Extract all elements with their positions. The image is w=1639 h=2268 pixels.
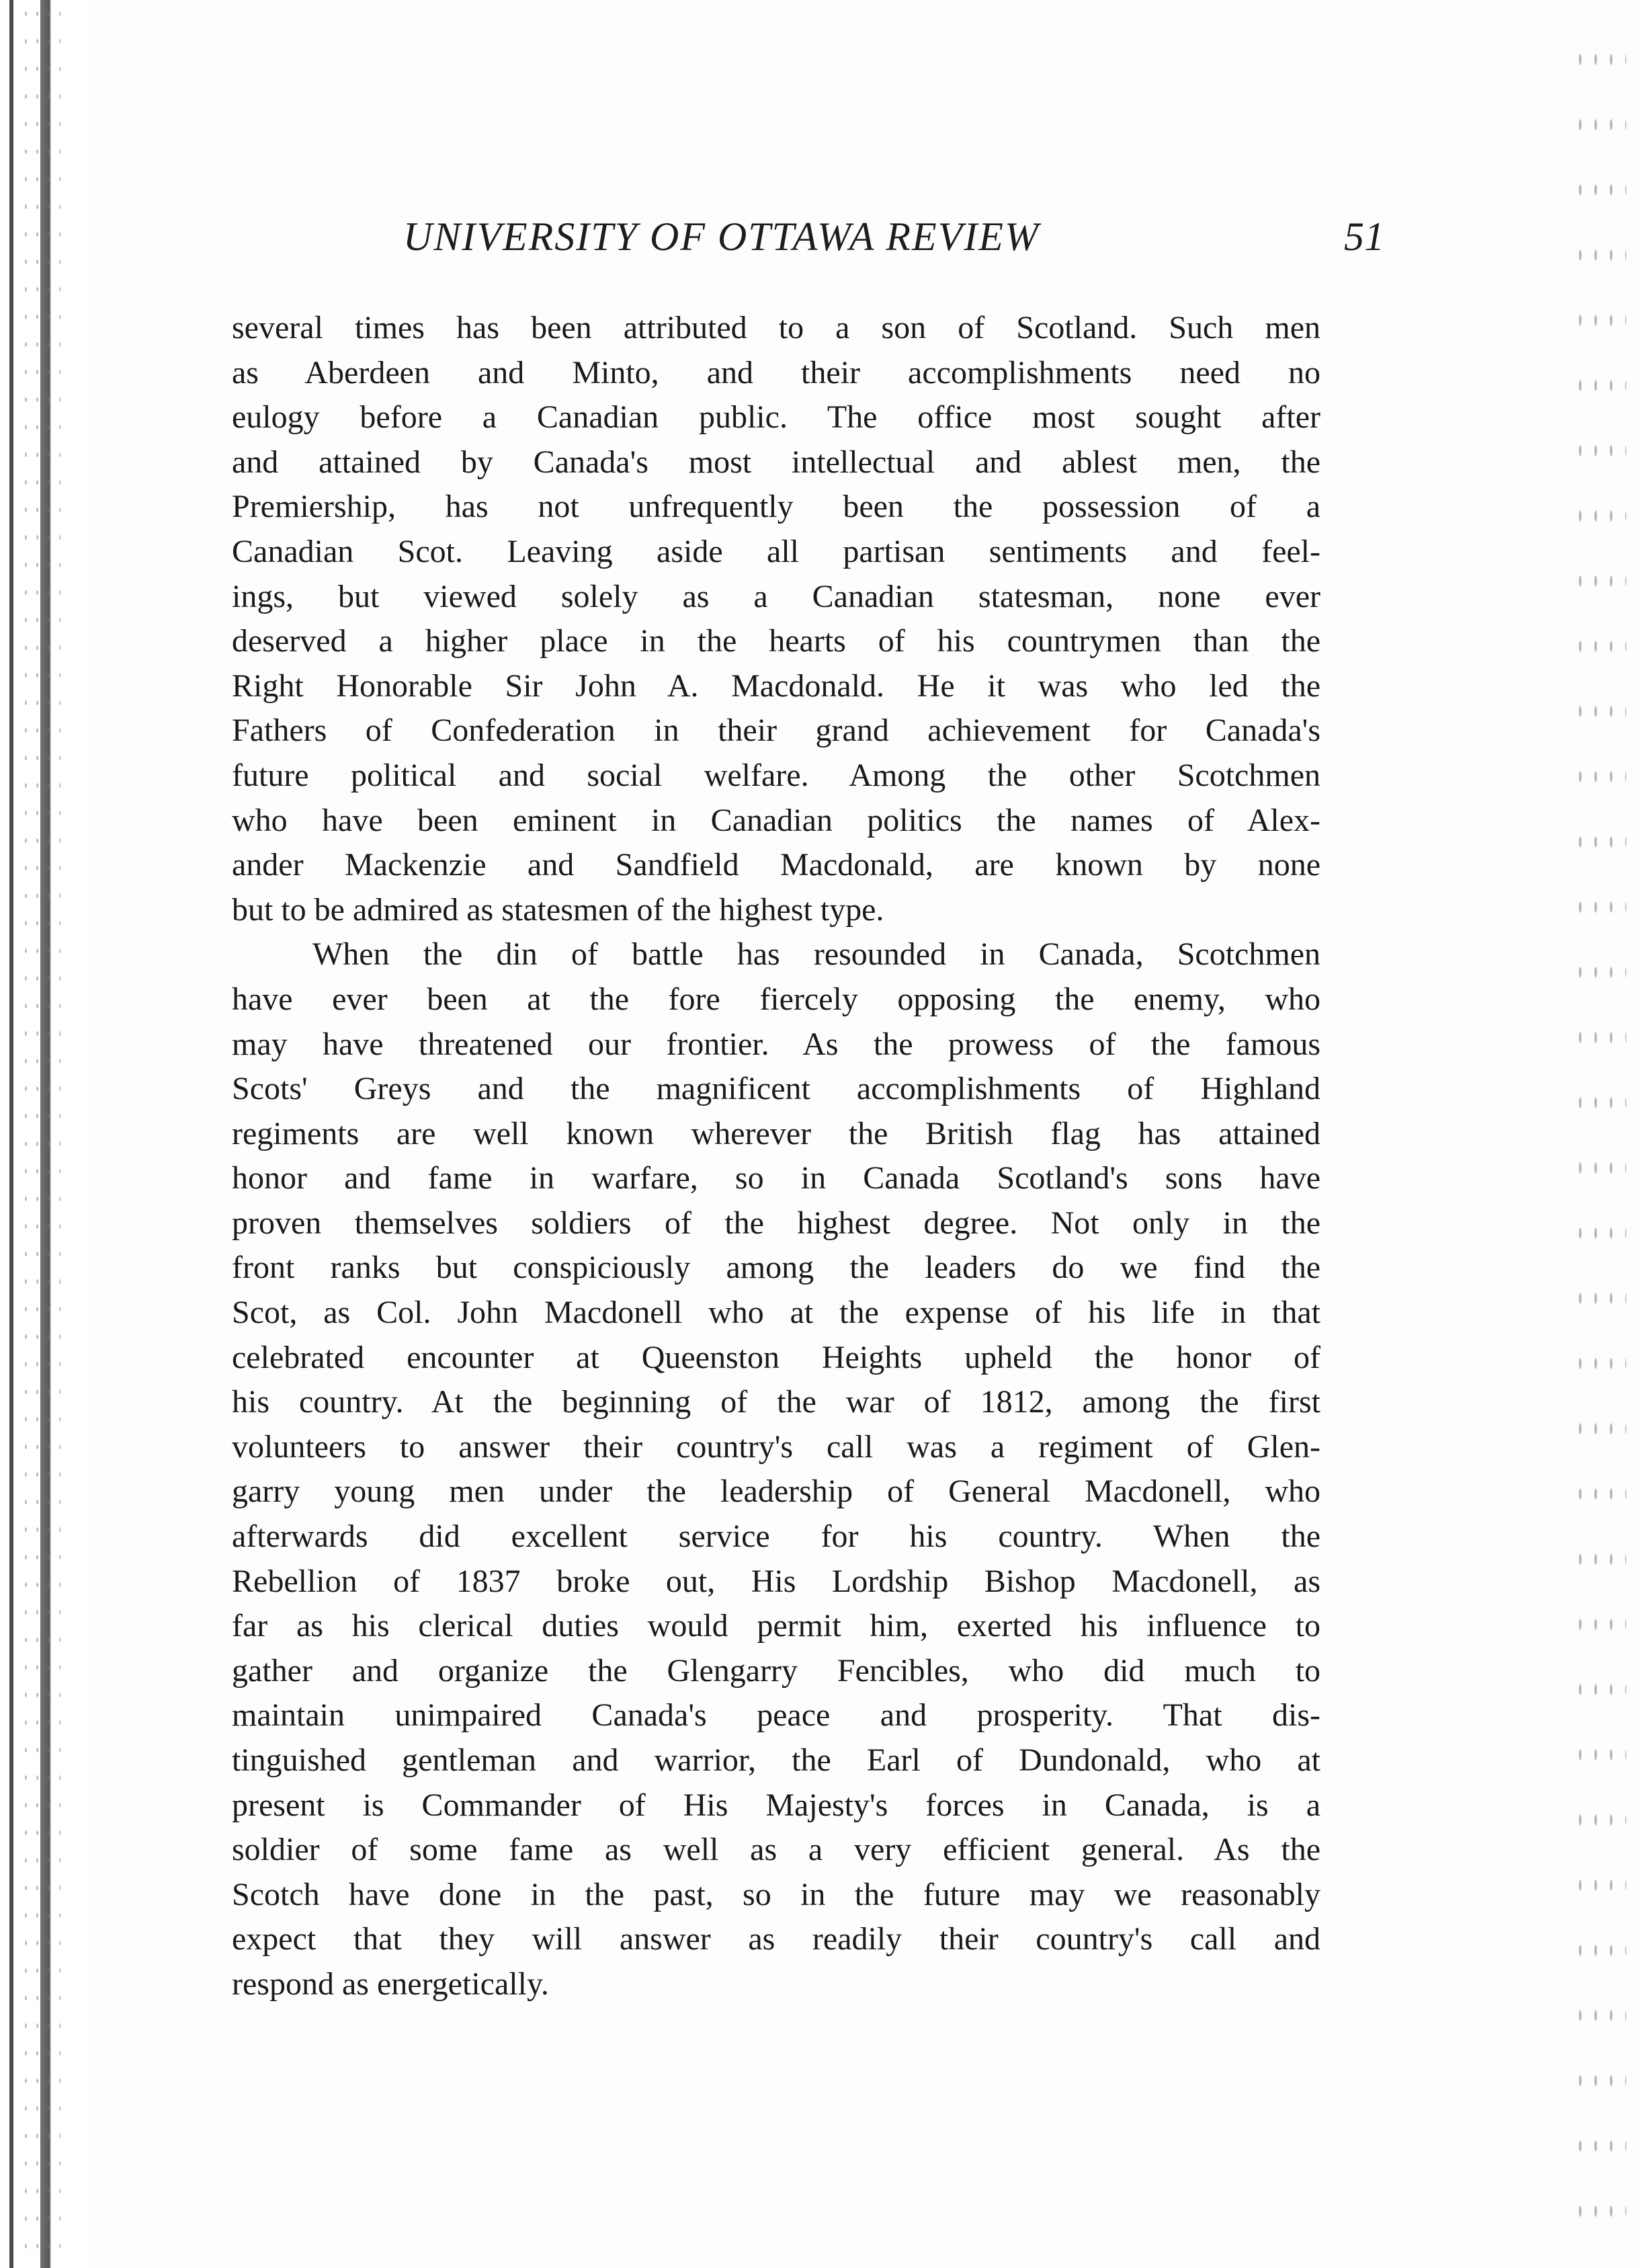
text-line: garry young men under the leadership of General Macdonell, who — [232, 1473, 1320, 1510]
text-line: respond as energetically. — [232, 1966, 549, 2002]
text-line: his country. At the beginning of the war of 1812, among the first — [232, 1384, 1320, 1420]
text-line: present is Commander of His Majesty's forces in Canada, is a — [232, 1787, 1320, 1823]
text-line: Premiership, has not unfrequently been the possession of a — [232, 489, 1320, 525]
running-title: UNIVERSITY OF OTTAWA REVIEW — [403, 214, 1040, 259]
text-line: but to be admired as statesmen of the highest type. — [232, 891, 884, 928]
text-line: have ever been at the fore fiercely opposing the enemy, who — [232, 981, 1320, 1017]
text-line: soldier of some fame as well as a very efficient general. As the — [232, 1832, 1320, 1868]
text-line: may have threatened our frontier. As the prowess of the famous — [232, 1026, 1320, 1062]
text-line: Scotch have done in the past, so in the future may we reasonably — [232, 1876, 1320, 1912]
text-line: volunteers to answer their country's call was a regiment of Glen- — [232, 1428, 1320, 1465]
text-line: as Aberdeen and Minto, and their accomplishments need no — [232, 354, 1320, 391]
text-line: afterwards did excellent service for his country. When the — [232, 1518, 1320, 1555]
text-line: several times has been attributed to a son of Scotland. Such men — [232, 310, 1320, 346]
text-line: regiments are well known wherever the British flag has attained — [232, 1115, 1320, 1151]
text-line: who have been eminent in Canadian politics the names of Alex- — [232, 802, 1320, 838]
text-line: tinguished gentleman and warrior, the Earl of Dundonald, who at — [232, 1742, 1320, 1778]
text-line: When the din of battle has resounded in Canada, Scotchmen — [312, 936, 1320, 973]
text-line: maintain unimpaired Canada's peace and prosperity. That dis- — [232, 1697, 1320, 1734]
paragraph-1 — [232, 306, 1320, 932]
text-line: deserved a higher place in the hearts of his countrymen than the — [232, 623, 1320, 659]
text-line: Scot, as Col. John Macdonell who at the expense of his life in that — [232, 1295, 1320, 1331]
text-line: Rebellion of 1837 broke out, His Lordship Bishop Macdonell, as — [232, 1563, 1320, 1599]
text-line: ings, but viewed solely as a Canadian statesman, none ever — [232, 578, 1320, 614]
text-line: future political and social welfare. Among the other Scotchmen — [232, 757, 1320, 793]
text-line: front ranks but conspiciously among the leaders do we find the — [232, 1250, 1320, 1286]
margin-specks — [1572, 27, 1626, 2245]
text-line: far as his clerical duties would permit him, exerted his influence to — [232, 1608, 1320, 1644]
text-line: proven themselves soldiers of the highest degree. Not only in the — [232, 1205, 1320, 1241]
text-line: Fathers of Confederation in their grand achievement for Canada's — [232, 713, 1320, 749]
text-line: Right Honorable Sir John A. Macdonald. He it was who led the — [232, 667, 1320, 704]
text-line: eulogy before a Canadian public. The office most sought after — [232, 399, 1320, 436]
text-line: ander Mackenzie and Sandfield Macdonald, are known by none — [232, 847, 1320, 883]
text-line: and attained by Canada's most intellectual and ablest men, the — [232, 444, 1320, 480]
text-line: expect that they will answer as readily their country's call and — [232, 1921, 1320, 1957]
text-line: celebrated encounter at Queenston Heights upheld the honor of — [232, 1339, 1320, 1375]
text-line: honor and fame in warfare, so in Canada Scotland's sons have — [232, 1160, 1320, 1197]
body-text — [232, 306, 1320, 2007]
paragraph-2 — [232, 932, 1320, 2007]
text-line: gather and organize the Glengarry Fencibles, who did much to — [232, 1652, 1320, 1689]
text-line: Scots' Greys and the magnificent accomplishments of Highland — [232, 1071, 1320, 1107]
running-head — [403, 214, 1384, 274]
page-number: 51 — [1344, 214, 1384, 259]
text-line: Canadian Scot. Leaving aside all partisan sentiments and feel- — [232, 533, 1320, 569]
binding-specks — [20, 0, 60, 2268]
